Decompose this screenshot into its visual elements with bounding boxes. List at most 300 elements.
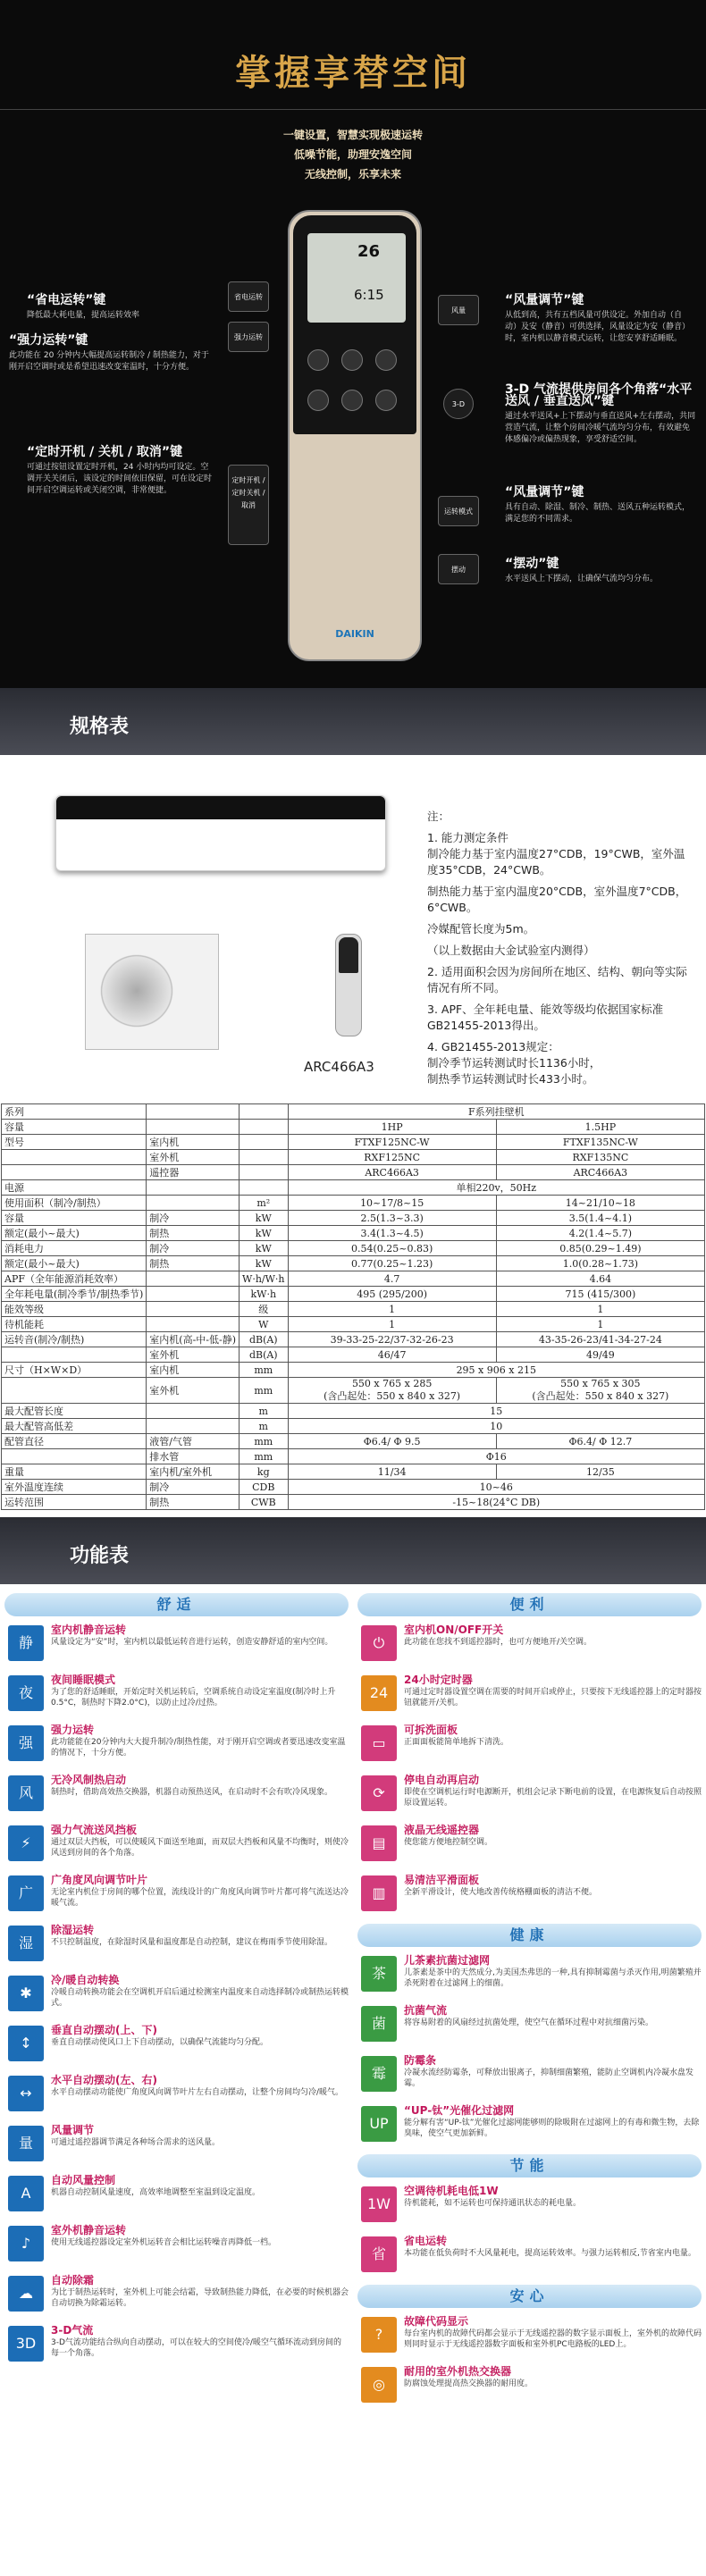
feature-desc: 冷凝水流经防霉条，可释放出银离子，抑制细菌繁殖，能防止空调机内冷凝水盘发霉。 (404, 2068, 694, 2088)
spec-cell: 11/34 (288, 1464, 496, 1480)
powerful-key-image: 强力运转 (228, 322, 269, 352)
feature-desc: 风量设定为“安”时，室内机以最低运转音进行运转，创造安静舒适的室内空间。 (51, 1638, 333, 1647)
remote-button (307, 349, 329, 371)
spec-cell: ARC466A3 (288, 1165, 496, 1180)
spec-row (2, 1449, 705, 1464)
spec-cell: 室外机 (147, 1347, 240, 1363)
feature-title: 室内机ON/OFF开关 (404, 1624, 504, 1636)
feature-section-header: 功能表 (0, 1517, 706, 1584)
mode-key-image: 运转模式 (438, 496, 479, 526)
feature-item (357, 2235, 702, 2276)
feature-icon: ? (361, 2317, 397, 2353)
spec-cell: 容量 (2, 1211, 147, 1226)
spec-cell: kW (240, 1241, 288, 1256)
feature-icon: A (8, 2176, 44, 2211)
spec-row (2, 1419, 705, 1434)
feature-title: 冷/暖自动转换 (51, 1974, 120, 1986)
spec-cell (240, 1165, 288, 1180)
feature-desc: 儿茶素是茶中的天然成分,为美国杰弗思的一种,具有抑制霉菌与杀灭作用,明菌繁殖并杀死附着在过滤网上的细菌。 (404, 1968, 702, 1988)
daikin-logo: DAIKIN (335, 628, 374, 640)
feature-desc: 水平送风上下摆动，让确保气流均匀分布。 (505, 575, 659, 583)
feature-desc: 不只控制温度，在除湿时风量和温度都是自动控制，建议在梅雨季节使用除湿。 (51, 1938, 333, 1947)
spec-cell (147, 1404, 240, 1419)
feature-title: 省电运转 (404, 2235, 448, 2247)
feature-title: 3-D气流 (51, 2324, 94, 2337)
spec-cell: 重量 (2, 1464, 147, 1480)
feature-icon: 3D (8, 2326, 44, 2362)
feature-title: 强力运转 (51, 1724, 95, 1736)
feature-icon: ↕ (8, 2026, 44, 2061)
spec-cell: 1 (496, 1317, 704, 1332)
spec-row (2, 1150, 705, 1165)
spec-row (2, 1120, 705, 1135)
feature-icon: 霉 (361, 2056, 397, 2092)
spec-cell: 15 (288, 1404, 704, 1419)
remote-top-panel (293, 215, 416, 434)
spec-cell: 室内机(高-中-低-静) (147, 1332, 240, 1347)
health-header: 健康 (357, 1924, 702, 1947)
feature-title: 垂直自动摆动(上、下) (51, 2024, 157, 2036)
spec-cell: mm (240, 1363, 288, 1378)
spec-row (2, 1464, 705, 1480)
feature-title: 广角度风向调节叶片 (51, 1874, 148, 1886)
feature-3d-airflow (505, 384, 697, 446)
feature-item (357, 1874, 702, 1915)
spec-cell: 最大配管高低差 (2, 1419, 147, 1434)
feature-desc: 此功能在您找不到遥控器时，也可方便地开/关空调。 (404, 1638, 593, 1647)
feature-desc: 为了您的舒适睡眠，开始定时关机运转后，空调系统自动设定室温度(制冷时上升0.5°C，制热时下降2.0°C)，以防止过冷/过热。 (51, 1688, 336, 1708)
spec-cell: 运转范围 (2, 1495, 147, 1510)
spec-cell: W·h/W·h (240, 1271, 288, 1287)
spec-row (2, 1317, 705, 1332)
spec-cell: RXF135NC (496, 1150, 704, 1165)
feature-item (357, 1954, 702, 1995)
spec-table (1, 1103, 705, 1510)
spec-cell: 10~46 (288, 1480, 704, 1495)
feature-item (357, 2104, 702, 2145)
spec-cell: 单相220v，50Hz (288, 1180, 704, 1196)
spec-cell (240, 1180, 288, 1196)
spec-row (2, 1135, 705, 1150)
feature-item (357, 2315, 702, 2356)
spec-cell: 室内机 (147, 1363, 240, 1378)
feature-item (4, 1774, 349, 1815)
spec-cell: 2.5(1.3~3.3) (288, 1211, 496, 1226)
feature-save-mode (27, 295, 214, 322)
feature-icon: 广 (8, 1875, 44, 1911)
lcd-clock: 6:15 (354, 287, 384, 303)
feature-icon: 强 (8, 1725, 44, 1761)
spec-cell: 制冷 (147, 1211, 240, 1226)
spec-cell: 室内机/室外机 (147, 1464, 240, 1480)
spec-cell (240, 1120, 288, 1135)
feature-title: 防霉条 (404, 2054, 437, 2067)
fan-speed-key-image: 风量 (438, 295, 479, 325)
feature-title: 故障代码显示 (404, 2315, 469, 2328)
spec-cell: mm (240, 1449, 288, 1464)
feature-icon: 菌 (361, 2006, 397, 2042)
spec-cell: 额定(最小~最大) (2, 1226, 147, 1241)
note: 4. GB21455-2013规定： 制冷季节运转测试时长1136小时， 制热季节运转测试时长433小时。 (427, 1040, 601, 1086)
remote-button (375, 390, 397, 411)
feature-title: “风量调节”键 (505, 485, 584, 499)
feature-title: 抗菌气流 (404, 2004, 448, 2017)
spec-cell: 最大配管长度 (2, 1404, 147, 1419)
lcd-temperature: 26 (357, 242, 381, 261)
convenience-header: 便利 (357, 1593, 702, 1616)
feature-desc: 垂直自动摆动使风口上下自动摆动，以确保气流能均匀分配。 (51, 2038, 269, 2047)
spec-row (2, 1495, 705, 1510)
tagline: 低噪节能，助理安逸空间 (293, 148, 412, 161)
spec-cell (147, 1302, 240, 1317)
feature-item (4, 1874, 349, 1915)
spec-cell: 尺寸（H×W×D） (2, 1363, 147, 1378)
feature-desc: 待机能耗，如不运转也可保持通讯状态的耗电量。 (404, 2199, 582, 2208)
spec-cell: Φ16 (288, 1449, 704, 1464)
spec-cell: 1 (288, 1317, 496, 1332)
spec-cell: 4.64 (496, 1271, 704, 1287)
feature-item (4, 2024, 349, 2065)
feature-title: 液晶无线遥控器 (404, 1824, 480, 1836)
feature-title: 24小时定时器 (404, 1674, 473, 1686)
feature-desc: 冷暖自动转换功能会在空调机开启后通过检测室内温度来自动选择制冷或制热运转模式。 (51, 1988, 349, 2008)
feature-desc: 全新平滑设计，使大地改善传统格栅面板的清洁不便。 (404, 1888, 598, 1897)
feature-title: “省电运转”键 (27, 293, 106, 307)
feature-icon: 量 (8, 2126, 44, 2161)
feature-desc: 本功能在低负荷时不大风量耗电，提高运转效率。与强力运转相反,节省室内电量。 (404, 2249, 696, 2258)
spec-cell: 排水管 (147, 1449, 240, 1464)
feature-item (4, 2324, 349, 2365)
spec-cell: 49/49 (496, 1347, 704, 1363)
feature-desc: 使用无线遥控器设定室外机运转音会相比运转噪音再降低一档。 (51, 2238, 277, 2247)
spec-cell: 43-35-26-23/41-34-27-24 (496, 1332, 704, 1347)
remote-button (375, 349, 397, 371)
remote-lcd (307, 233, 406, 323)
spec-cell: 10~17/8~15 (288, 1196, 496, 1211)
feature-title: “定时开机 / 关机 / 取消”键 (27, 445, 183, 459)
hero-section (0, 0, 706, 688)
spec-cell: m (240, 1419, 288, 1434)
feature-item (357, 1624, 702, 1665)
spec-cell: mm (240, 1434, 288, 1449)
note: 2. 适用面积会因为房间所在地区、结构、朝向等实际情况有所不同。 (427, 965, 687, 994)
tagline: 无线控制，乐享未来 (304, 168, 401, 180)
feature-icon: ✱ (8, 1976, 44, 2011)
feature-desc: 为比于制热运转时，室外机上可能会结霜，导致制热能力降低，在必要的时候机器会自动切换为除霜运转。 (51, 2288, 349, 2308)
spec-row (2, 1226, 705, 1241)
spec-cell (147, 1317, 240, 1332)
feature-title: 3-D 气流提供房间各个角落“水平送风 / 垂直送风”键 (505, 382, 693, 408)
spec-cell: 型号 (2, 1135, 147, 1150)
comfort-column (4, 1584, 349, 2374)
spec-cell: CDB (240, 1480, 288, 1495)
feature-desc: 机器自动控制风量速度，高效率地调整至室温到设定温度。 (51, 2188, 261, 2197)
spec-cell: 3.5(1.4~4.1) (496, 1211, 704, 1226)
spec-cell: 室内机 (147, 1135, 240, 1150)
spec-cell (147, 1419, 240, 1434)
spec-cell: 电源 (2, 1180, 147, 1196)
spec-row (2, 1347, 705, 1363)
spec-cell: 额定(最小~最大) (2, 1256, 147, 1271)
spec-notes (427, 809, 695, 1093)
spec-cell: 容量 (2, 1120, 147, 1135)
feature-desc: 降低最大耗电量，提高运转效率 (27, 311, 140, 320)
remote-image (335, 934, 362, 1036)
spec-cell: 0.85(0.29~1.49) (496, 1241, 704, 1256)
feature-title: 自动风量控制 (51, 2174, 116, 2186)
feature-item (357, 1774, 702, 1815)
spec-cell: 使用面积（制冷/制热） (2, 1196, 147, 1211)
indoor-unit-image (55, 795, 386, 871)
feature-desc: 此功能能在20分钟内大大提升制冷/制热性能，对于刚开启空调或者要迅速改变室温的情况下，十分方便。 (51, 1738, 346, 1758)
right-feature-column (357, 1584, 702, 2415)
spec-cell: m² (240, 1196, 288, 1211)
feature-desc: 可通过定时器设置空调在需要的时间开启或停止，只要按下无线遥控器上的定时器按钮就能开/关机。 (404, 1688, 702, 1708)
note: 3. APF、全年耗电量、能效等级均依据国家标准GB21455-2013得出。 (427, 1003, 664, 1032)
feature-title: 室内机静音运转 (51, 1624, 127, 1636)
spec-cell (147, 1104, 240, 1120)
spec-cell (147, 1271, 240, 1287)
feature-desc: 可通过遥控器调节满足各种场合需求的送风量。 (51, 2138, 221, 2147)
feature-title: 无冷风制热启动 (51, 1774, 127, 1786)
feature-item (4, 2174, 349, 2215)
feature-powerful (9, 335, 214, 373)
spec-cell: 遥控器 (147, 1165, 240, 1180)
feature-icon: ▤ (361, 1825, 397, 1861)
feature-item (357, 1724, 702, 1765)
feature-icon: 24 (361, 1675, 397, 1711)
spec-cell: 14~21/10~18 (496, 1196, 704, 1211)
feature-title: 夜间睡眠模式 (51, 1674, 116, 1686)
spec-cell: dB(A) (240, 1347, 288, 1363)
note: 制热能力基于室内温度20°CDB，室外温度7°CDB，6°CWB。 (427, 885, 687, 914)
feature-title: 停电自动再启动 (404, 1774, 480, 1786)
feature-title: 除湿运转 (51, 1924, 95, 1936)
spec-cell (2, 1150, 147, 1165)
spec-cell: FTXF125NC-W (288, 1135, 496, 1150)
save-mode-key-image: 省电运转 (228, 281, 269, 312)
spec-cell: ARC466A3 (496, 1165, 704, 1180)
spec-cell: RXF125NC (288, 1150, 496, 1165)
note: 冷媒配管长度为5m。 (427, 922, 535, 936)
feature-item (4, 2124, 349, 2165)
spec-cell: 级 (240, 1302, 288, 1317)
feature-desc: 能分解有害“UP-钛”光催化过滤网能够则的除吸附在过滤网上的有毒和微生物，去除臭味，使空气更加新鲜。 (404, 2119, 700, 2138)
spec-cell: Φ6.4/ Φ 12.7 (496, 1434, 704, 1449)
feature-desc: 即使在空调机运行时电源断开，机组会记录下断电前的设置，在电源恢复后自动按照原设置运转。 (404, 1788, 702, 1808)
spec-cell: 配管直径 (2, 1434, 147, 1449)
spec-row (2, 1404, 705, 1419)
feature-item (357, 2365, 702, 2406)
spec-cell (2, 1378, 147, 1404)
remote-controller-image (288, 210, 422, 661)
spec-cell: Φ6.4/ Φ 9.5 (288, 1434, 496, 1449)
spec-cell: 制热 (147, 1256, 240, 1271)
spec-cell: dB(A) (240, 1332, 288, 1347)
feature-icon: ▥ (361, 1875, 397, 1911)
feature-desc: 防腐蚀处理提高热交换器的耐用度。 (404, 2379, 534, 2388)
feature-icon: ☁ (8, 2276, 44, 2312)
feature-icon: 省 (361, 2236, 397, 2272)
spec-row (2, 1256, 705, 1271)
spec-cell (147, 1196, 240, 1211)
spec-cell: kW·h (240, 1287, 288, 1302)
feature-title: 可拆洗面板 (404, 1724, 458, 1736)
spec-images (0, 755, 706, 1103)
spec-cell: 4.7 (288, 1271, 496, 1287)
spec-cell: 室外机 (147, 1378, 240, 1404)
feature-title: “摆动”键 (505, 557, 559, 571)
feature-timer (27, 447, 214, 497)
spec-cell: mm (240, 1378, 288, 1404)
feature-icon: ⏻ (361, 1625, 397, 1661)
spec-cell: 10 (288, 1419, 704, 1434)
feature-icon: ⟳ (361, 1775, 397, 1811)
feature-title: 强力气流送风挡板 (51, 1824, 138, 1836)
feature-title: 水平自动摆动(左、右) (51, 2074, 157, 2086)
feature-desc: 制热时，借助高效热交换器，机器自动预热送风，在启动时不会有吹冷风现象。 (51, 1788, 333, 1797)
spec-row (2, 1241, 705, 1256)
feature-item (4, 1674, 349, 1715)
spec-cell: 1HP (288, 1120, 496, 1135)
spec-cell: 消耗电力 (2, 1241, 147, 1256)
spec-row (2, 1332, 705, 1347)
spec-cell: 液管/气管 (147, 1434, 240, 1449)
spec-cell: 12/35 (496, 1464, 704, 1480)
spec-cell: 能效等级 (2, 1302, 147, 1317)
feature-list (0, 1584, 706, 2554)
spec-cell: 制冷 (147, 1480, 240, 1495)
remote-button (307, 390, 329, 411)
spec-cell: FTXF135NC-W (496, 1135, 704, 1150)
feature-title: 空调待机耗电低1W (404, 2185, 499, 2197)
feature-item (4, 1924, 349, 1965)
feature-desc: 此功能在 20 分钟内大幅提高运转制冷 / 制热能力，对于刚开启空调时或是希望迅速改变室温时，十分方便。 (9, 351, 209, 372)
spec-cell (2, 1347, 147, 1363)
spec-cell: 4.2(1.4~5.7) (496, 1226, 704, 1241)
spec-cell (2, 1165, 147, 1180)
spec-cell: 0.54(0.25~0.83) (288, 1241, 496, 1256)
spec-section-header: 规格表 (0, 688, 706, 755)
spec-cell (240, 1104, 288, 1120)
feature-item (4, 2224, 349, 2265)
spec-row (2, 1104, 705, 1120)
feature-desc: 通过水平送风+上下摆动与垂直送风+左右摆动，共同营造气流，让整个房间冷暖气流均匀分布，有效避免体感偏冷或偏热现象，享受舒适空间。 (505, 412, 696, 444)
feature-item (4, 1724, 349, 1765)
feature-desc: 将容易附着的风扇经过抗菌处理，使空气在循环过程中对抗细菌污染。 (404, 2018, 654, 2027)
feature-icon: 湿 (8, 1926, 44, 1961)
feature-icon: ◎ (361, 2367, 397, 2403)
spec-cell (240, 1135, 288, 1150)
feature-title: 儿茶素抗菌过滤网 (404, 1954, 491, 1967)
feature-desc: 可通过按钮设置定时开机，24 小时内均可设定。空调开关关闭后，该设定的时间依旧保留，可在设定时间开启空调运转或关闭空调，非常便捷。 (27, 463, 213, 495)
spec-cell (2, 1449, 147, 1464)
feature-desc: 无论室内机位于房间的哪个位置，流线设计的广角度风向调节叶片都可将气流送达冷暖气流。 (51, 1888, 349, 1908)
feature-icon: 茶 (361, 1956, 397, 1992)
3d-airflow-key-image: 3-D (443, 389, 474, 419)
spec-cell: 550 x 765 x 305 (含凸起处：550 x 840 x 327) (496, 1378, 704, 1404)
feature-icon: ♪ (8, 2226, 44, 2261)
spec-cell (240, 1150, 288, 1165)
spec-cell: F系列挂壁机 (288, 1104, 704, 1120)
feature-desc: 使您能方便地控制空调。 (404, 1838, 493, 1847)
spec-row (2, 1196, 705, 1211)
note: （以上数据由大金试验室内测得） (427, 944, 595, 957)
spec-cell: 550 x 765 x 285 (含凸起处：550 x 840 x 327) (288, 1378, 496, 1404)
spec-row (2, 1271, 705, 1287)
hero-taglines (0, 125, 706, 184)
tagline: 一键设置，智慧实现极速运转 (282, 129, 423, 141)
spec-cell: 制热 (147, 1226, 240, 1241)
spec-cell: W (240, 1317, 288, 1332)
spec-row (2, 1287, 705, 1302)
spec-cell: 运转音(制冷/制热) (2, 1332, 147, 1347)
timer-keys-image: 定时开机 / 定时关机 / 取消 (228, 465, 269, 545)
spec-row (2, 1434, 705, 1449)
spec-cell: kW (240, 1226, 288, 1241)
feature-title: “风量调节”键 (505, 293, 584, 307)
feature-icon: 风 (8, 1775, 44, 1811)
feature-icon: UP (361, 2106, 397, 2142)
feature-title: 风量调节 (51, 2124, 95, 2136)
spec-cell: 495 (295/200) (288, 1287, 496, 1302)
spec-cell (147, 1120, 240, 1135)
feature-item (357, 2185, 702, 2226)
spec-cell: 室外温度连续 (2, 1480, 147, 1495)
feature-icon: 夜 (8, 1675, 44, 1711)
spec-cell: 3.4(1.3~4.5) (288, 1226, 496, 1241)
feature-mode (505, 487, 693, 525)
spec-cell: kW (240, 1256, 288, 1271)
spec-cell: 制冷 (147, 1241, 240, 1256)
feature-desc: 从低到高，共有五档风量可供设定。外加自动（自动）及安（静音）可供选择，风量设定为安（静音）时，室内机以静音模式运转，让您安享舒适睡眠。 (505, 311, 691, 343)
spec-row (2, 1211, 705, 1226)
spec-cell: 39-33-25-22/37-32-26-23 (288, 1332, 496, 1347)
spec-row (2, 1378, 705, 1404)
feature-desc: 通过双层大挡板，可以使暖风下面送至地面，而双层大挡板和风量不均衡时，则使冷风送到房间的各个角落。 (51, 1838, 349, 1858)
spec-cell: 1.5HP (496, 1120, 704, 1135)
spec-cell: 系列 (2, 1104, 147, 1120)
feature-item (4, 1974, 349, 2015)
spec-cell: 295 x 906 x 215 (288, 1363, 704, 1378)
remote-model-label: ARC466A3 (304, 1059, 374, 1075)
feature-desc: 水平自动摆动功能使广角度风向调节叶片左右自动摆动，让整个房间均匀冷/暖气。 (51, 2088, 344, 2097)
feature-item (357, 1674, 702, 1715)
spec-cell: kg (240, 1464, 288, 1480)
spec-cell: m (240, 1404, 288, 1419)
swing-key-image: 摆动 (438, 554, 479, 584)
feature-title: 自动除霜 (51, 2274, 95, 2287)
spec-row (2, 1302, 705, 1317)
feature-icon: ⚡ (8, 1825, 44, 1861)
feature-item (357, 2004, 702, 2045)
feature-title: 室外机静音运转 (51, 2224, 127, 2236)
feature-title: 易清洁平滑面板 (404, 1874, 480, 1886)
spec-row (2, 1363, 705, 1378)
hero-divider (0, 109, 706, 110)
feature-desc: 具有自动、除湿、制冷、制热、送风五种运转模式，满足您的不同需求。 (505, 503, 691, 524)
feature-desc: 正面面板能简单地拆下清洗。 (404, 1738, 509, 1747)
spec-cell: 待机能耗 (2, 1317, 147, 1332)
spec-row (2, 1180, 705, 1196)
spec-cell: 1 (288, 1302, 496, 1317)
feature-item (4, 2274, 349, 2315)
feature-item (4, 1624, 349, 1665)
spec-cell (147, 1287, 240, 1302)
feature-desc: 每台室内机的故障代码都会显示于无线遥控器的数字显示面板上，室外机的故障代码则同时显示于无线遥控器数字面板和室外机PC电路板的LED上。 (404, 2329, 702, 2349)
spec-cell: 46/47 (288, 1347, 496, 1363)
spec-cell: 制热 (147, 1495, 240, 1510)
